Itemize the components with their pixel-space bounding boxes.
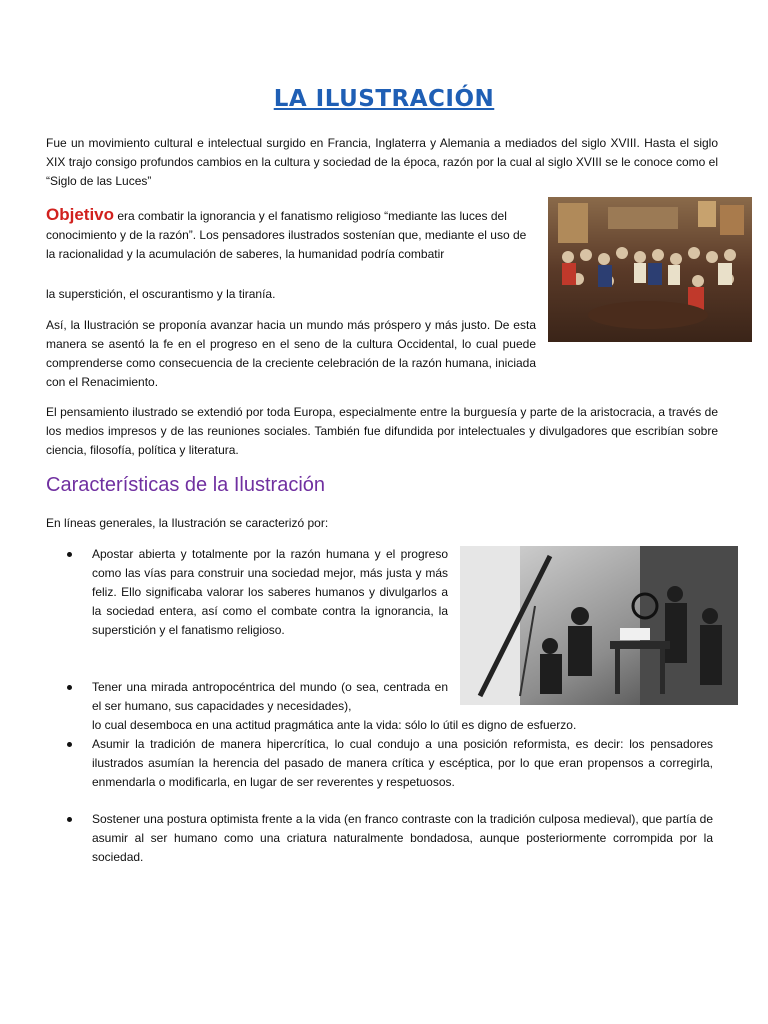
characteristics-lead: En líneas generales, la Ilustración se caracterizó por: [46,516,329,530]
bullet-icon [67,685,72,690]
spread-paragraph: El pensamiento ilustrado se extendió por toda Europa, especialmente entre la burguesía y parte de la aristocracia, a través de los medios impresos y de las reuniones sociales. También fue difundida por intelectuales y divulgadores que escribían sobre ciencia, filosofía, política y literatura. [46,405,718,457]
salon-painting-image [548,197,752,342]
bullet-icon [67,552,72,557]
objective-continuation: la superstición, el oscurantismo y la tiranía. [46,287,276,301]
list-item-text: Apostar abierta y totalmente por la razón humana y el progreso como las vías para construir una sociedad mejor, más justa y más feliz. Ello significaba valorar los saberes humanos y divulgarlos a la sociedad entera, así como el combate contra la ignorancia, la superstición y el fanatismo religioso. [92,547,448,637]
scientists-engraving-illustration [460,546,738,705]
list-item-text: Asumir la tradición de manera hipercrítica, lo cual condujo a una posición reformista, es decir: los pensadores ilustrados asumían la herencia del pasado de manera crítica y escéptica, por lo que eran propensos a corregirla, enmendarla o modificarla, en lugar de ser reverentes y respetuosos. [92,737,713,789]
bullet-icon [67,742,72,747]
asi-paragraph: Así, la Ilustración se proponía avanzar hacia un mundo más próspero y más justo. De esta manera se asentó la fe en el progreso en el seno de la cultura Occidental, lo cual puede comprenderse como consecuencia de la creciente celebración de la razón humana, iniciada con el Renacimiento. [46,318,536,389]
salon-painting-illustration [548,197,752,342]
characteristics-heading: Características de la Ilustración [46,474,326,496]
list-item-continuation: lo cual desemboca en una actitud pragmática ante la vida: sólo lo útil es digno de esfuerzo. [92,718,577,732]
list-item-text: Sostener una postura optimista frente a la vida (en franco contraste con la tradición culposa medieval), que partía de asumir al ser humano como una criatura naturalmente bondadosa, aunque posteriormente corrompida por la sociedad. [92,812,713,864]
bullet-icon [67,817,72,822]
list-item-text: Tener una mirada antropocéntrica del mundo (o sea, centrada en el ser humano, sus capacidades y necesidades), [92,680,448,713]
scientists-engraving-image [460,546,738,705]
objective-paragraph [46,205,532,264]
objective-text: era combatir la ignorancia y el fanatismo religioso “mediante las luces del conocimiento y de la razón”. Los pensadores ilustrados sostenían que, mediante el uso de la racionalidad y la acumulación de saberes, la humanidad podría combatir [46,209,527,261]
intro-paragraph: Fue un movimiento cultural e intelectual surgido en Francia, Inglaterra y Alemania a mediados del siglo XVIII. Hasta el siglo XIX trajo consigo profundos cambios en la cultura y sociedad de la época, razón por la cual al siglo XVIII se le conoce como el “Siglo de las Luces” [46,136,718,188]
objective-keyword: Objetivo [46,205,115,224]
page-title: LA ILUSTRACIÓN [273,86,495,112]
